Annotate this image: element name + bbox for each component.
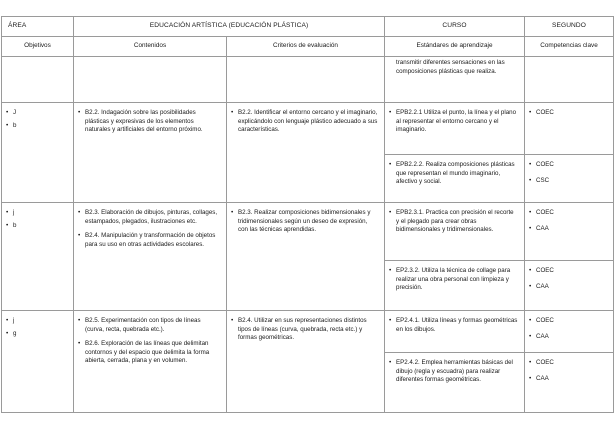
criterio-item: • B2.4. Utilizar en sus representaciones distintos tipos de líneas (curva, quebrada, recta etc.) y formas geométricas. bbox=[227, 317, 378, 343]
estandar-item: • EPB2.2.2. Realiza composiciones plásticas que representan el mundo imaginario, afectivo y social. bbox=[385, 161, 518, 187]
col-objetivos: Objetivos bbox=[2, 37, 74, 57]
block2-objetivos-cell bbox=[2, 203, 74, 311]
criterio-item: • B2.3. Realizar composiciones bidimensionales y tridimensionales según un deseo de expresión, con las técnicas aprendidas. bbox=[227, 209, 378, 235]
competencia-item: • COEC bbox=[525, 359, 607, 368]
block3-objetivos-cell bbox=[2, 311, 74, 413]
continuation-contenidos bbox=[74, 57, 227, 103]
block1-competencias-1 bbox=[525, 103, 614, 155]
block3-estandar-2 bbox=[385, 353, 525, 413]
header-row bbox=[2, 17, 614, 37]
competencia-item: • CAA bbox=[525, 375, 607, 384]
block2-row-1 bbox=[2, 203, 614, 261]
block1-objetivos-cell bbox=[2, 103, 74, 203]
column-header-row bbox=[2, 37, 614, 57]
block1-estandar-1 bbox=[385, 103, 525, 155]
objetivo-item: • J bbox=[2, 109, 73, 118]
block1-row-1 bbox=[2, 103, 614, 155]
block3-contenidos-cell bbox=[74, 311, 227, 413]
block1-contenidos-cell bbox=[74, 103, 227, 203]
estandar-item: • EPB2.3.1. Practica con precisión el recorte y el plegado para crear obras bidimensionales y tridimensionales. bbox=[385, 209, 518, 235]
continuation-row bbox=[2, 57, 614, 103]
competencia-item: • CAA bbox=[525, 283, 607, 292]
contenido-item: • B2.3. Elaboración de dibujos, pinturas, collages, estampados, plegados, ilustraciones etc. bbox=[74, 209, 220, 226]
competencia-item: • COEC bbox=[525, 161, 607, 170]
block3-row-1 bbox=[2, 311, 614, 353]
col-criterios: Criterios de evaluación bbox=[227, 37, 385, 57]
estandar-item: • EPB2.2.1 Utiliza el punto, la línea y el plano al representar el entorno cercano y el imaginario. bbox=[385, 109, 518, 135]
area-label: ÁREA bbox=[2, 17, 74, 37]
competencia-item: • CSC bbox=[525, 177, 607, 186]
block3-competencias-2 bbox=[525, 353, 614, 413]
block3-criterio-cell bbox=[227, 311, 385, 413]
estandar-item: • EP2.4.2. Emplea herramientas básicas del dibujo (regla y escuadra) para realizar diferentes formas geométricas. bbox=[385, 359, 518, 385]
estandar-item: • EP2.3.2. Utiliza la técnica de collage para realizar una obra personal con limpieza y precisión. bbox=[385, 267, 518, 293]
competencia-item: • COEC bbox=[525, 267, 607, 276]
objetivo-item: • b bbox=[2, 222, 73, 231]
block2-competencias-1 bbox=[525, 203, 614, 261]
objetivo-item: • j bbox=[2, 209, 73, 218]
block2-contenidos-cell bbox=[74, 203, 227, 311]
curriculum-table bbox=[1, 16, 614, 413]
area-title: EDUCACIÓN ARTÍSTICA (EDUCACIÓN PLÁSTICA) bbox=[74, 17, 385, 37]
estandar-item: • EP2.4.1. Utiliza líneas y formas geométricas en los dibujos. bbox=[385, 317, 518, 334]
block1-criterio-cell bbox=[227, 103, 385, 203]
criterio-item: • B2.2. Identificar el entorno cercano y el imaginario, explicándolo con lenguaje plástico adecuado a sus características. bbox=[227, 109, 378, 135]
block2-competencias-2 bbox=[525, 261, 614, 311]
course-label: CURSO bbox=[385, 17, 525, 37]
col-contenidos: Contenidos bbox=[74, 37, 227, 57]
competencia-item: • COEC bbox=[525, 317, 607, 326]
contenido-item: • B2.4. Manipulación y transformación de objetos para su uso en otras actividades escolares. bbox=[74, 232, 220, 249]
contenido-item: • B2.2. Indagación sobre las posibilidades plásticas y expresivas de los elementos naturales y artificiales del entorno próximo. bbox=[74, 109, 220, 135]
contenido-item: • B2.6. Exploración de las líneas que delimitan contornos y del espacio que delimita la forma abierta, cerrada, plana y en volumen. bbox=[74, 340, 220, 366]
competencia-item: • COEC bbox=[525, 109, 607, 118]
continuation-competencias bbox=[525, 57, 614, 103]
competencia-item: • COEC bbox=[525, 209, 607, 218]
continuation-estandar-cell bbox=[385, 57, 525, 103]
block2-criterio-cell bbox=[227, 203, 385, 311]
contenido-item: • B2.5. Experimentación con tipos de líneas (curva, recta, quebrada etc.). bbox=[74, 317, 220, 334]
objetivo-item: • b bbox=[2, 122, 73, 131]
block3-estandar-1 bbox=[385, 311, 525, 353]
continuation-estandar: transmitir diferentes sensaciones en las composiciones plásticas que realiza. bbox=[396, 59, 505, 75]
block1-competencias-2 bbox=[525, 155, 614, 203]
competencia-item: • CAA bbox=[525, 225, 607, 234]
continuation-objetivos bbox=[2, 57, 74, 103]
objetivo-item: • g bbox=[2, 330, 73, 339]
competencia-item: • CAA bbox=[525, 333, 607, 342]
block3-competencias-1 bbox=[525, 311, 614, 353]
continuation-criterios bbox=[227, 57, 385, 103]
block2-estandar-2 bbox=[385, 261, 525, 311]
block2-estandar-1 bbox=[385, 203, 525, 261]
course-value: SEGUNDO bbox=[525, 17, 614, 37]
block1-estandar-2 bbox=[385, 155, 525, 203]
objetivo-item: • j bbox=[2, 317, 73, 326]
col-estandares: Estándares de aprendizaje bbox=[385, 37, 525, 57]
col-competencias: Competencias clave bbox=[525, 37, 614, 57]
